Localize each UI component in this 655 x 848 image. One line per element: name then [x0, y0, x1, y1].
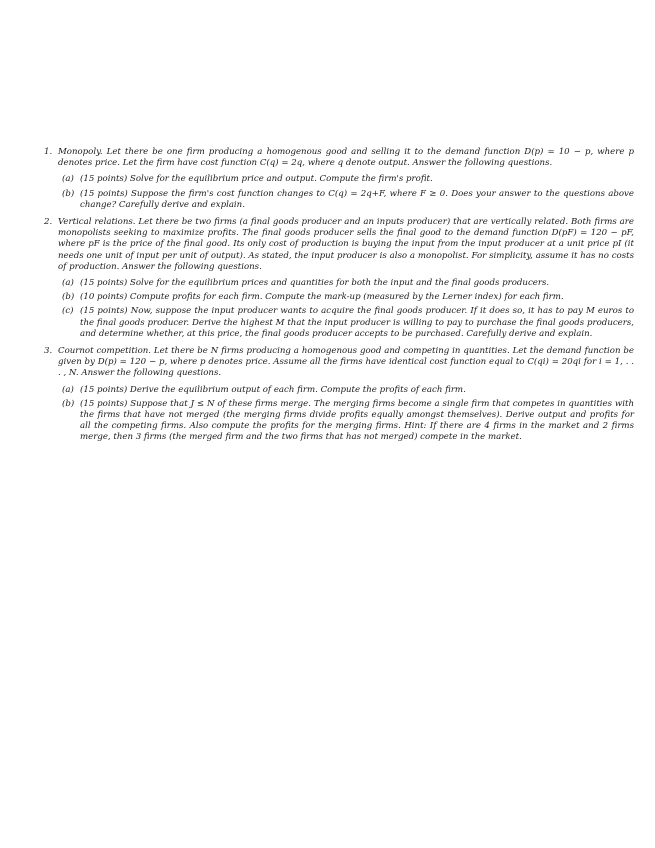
part-label: (b) [62, 398, 75, 409]
problem-number: 3. [44, 346, 53, 357]
part-text: (15 points) Suppose the firm's cost function changes to C(q) = 2q+F, where F ≥ 0. Does your answer to the questions above change? Carefully derive and explain. [80, 188, 634, 210]
problem-part [62, 399, 634, 444]
problem-part [62, 292, 634, 303]
problem-1 [44, 147, 634, 211]
problem-parts [58, 278, 634, 340]
part-text: (10 points) Compute profits for each firm. Compute the mark-up (measured by the Lerner index) for each firm. [80, 292, 564, 303]
problem-part [62, 306, 634, 340]
part-label: (a) [62, 278, 74, 289]
part-text: (15 points) Now, suppose the input producer wants to acquire the final goods producer. If it does so, it has to pay M euros to the final goods producer. Derive the highest M that the input producer is willing to pay to purchase the final goods producers, and determine whether, at this price, the final goods producer accepts to be purchased. Carefully derive and explain. [80, 306, 634, 339]
problem-statement: Vertical relations. Let there be two firms (a final goods producer and an inputs producer) that are vertically related. Both firms are monopolists seeking to maximize profits. The final goods producer sells the final good to the demand function D(pF) = 120 − pF, where pF is the price of the final good. Its only cost of production is buying the input from the input producer at a unit price pI (it needs one unit of input per unit of output). As stated, the input producer is also a monopolist. For simplicity, assume it has no costs of production. Answer the following questions. [58, 217, 634, 272]
problem-statement: Monopoly. Let there be one firm producing a homogenous good and selling it to the demand function D(p) = 10 − p, where p denotes price. Let the firm have cost function C(q) = 2q, where q denote output. Answer the following questions. [58, 147, 634, 169]
part-text: (15 points) Solve for the equilibrium prices and quantities for both the input and the final goods producers. [80, 278, 550, 289]
problem-parts [58, 385, 634, 444]
problem-number: 1. [44, 147, 53, 157]
problem-part [62, 189, 634, 211]
problem-parts [58, 174, 634, 211]
problem-3 [44, 346, 634, 444]
problem-number: 2. [44, 217, 53, 228]
problem-statement: Cournot competition. Let there be N firms producing a homogenous good and competing in quantities. Let the demand function be given by D(p) = 120 − p, where p denotes price. Assume all the firms have identical cost function equal to C(qi) = 20qi for i = 1, . . . , N. Answer the following questions. [58, 346, 634, 379]
part-text: (15 points) Solve for the equilibrium price and output. Compute the firm's profit. [80, 174, 433, 185]
problem-part [62, 278, 634, 289]
part-label: (b) [62, 188, 75, 199]
part-label: (a) [62, 384, 74, 395]
part-label: (b) [62, 292, 75, 303]
part-label: (c) [62, 306, 74, 317]
problem-list [44, 147, 634, 450]
part-text: (15 points) Derive the equilibrium output of each firm. Compute the profits of each firm. [80, 384, 466, 395]
problem-2 [44, 217, 634, 340]
problem-part [62, 174, 634, 185]
part-text: (15 points) Suppose that J ≤ N of these firms merge. The merging firms become a single firm that competes in quantities with the firms that have not merged (the merging firms divide profits equally amongst themselves). Derive output and profits for all the competing firms. Also compute the profits for the merging firms. Hint: If there are 4 firms in the market and 2 firms merge, then 3 firms (the merged firm and the two firms that has not merged) compete in the market. [80, 398, 634, 443]
problem-part [62, 385, 634, 396]
part-label: (a) [62, 174, 74, 185]
